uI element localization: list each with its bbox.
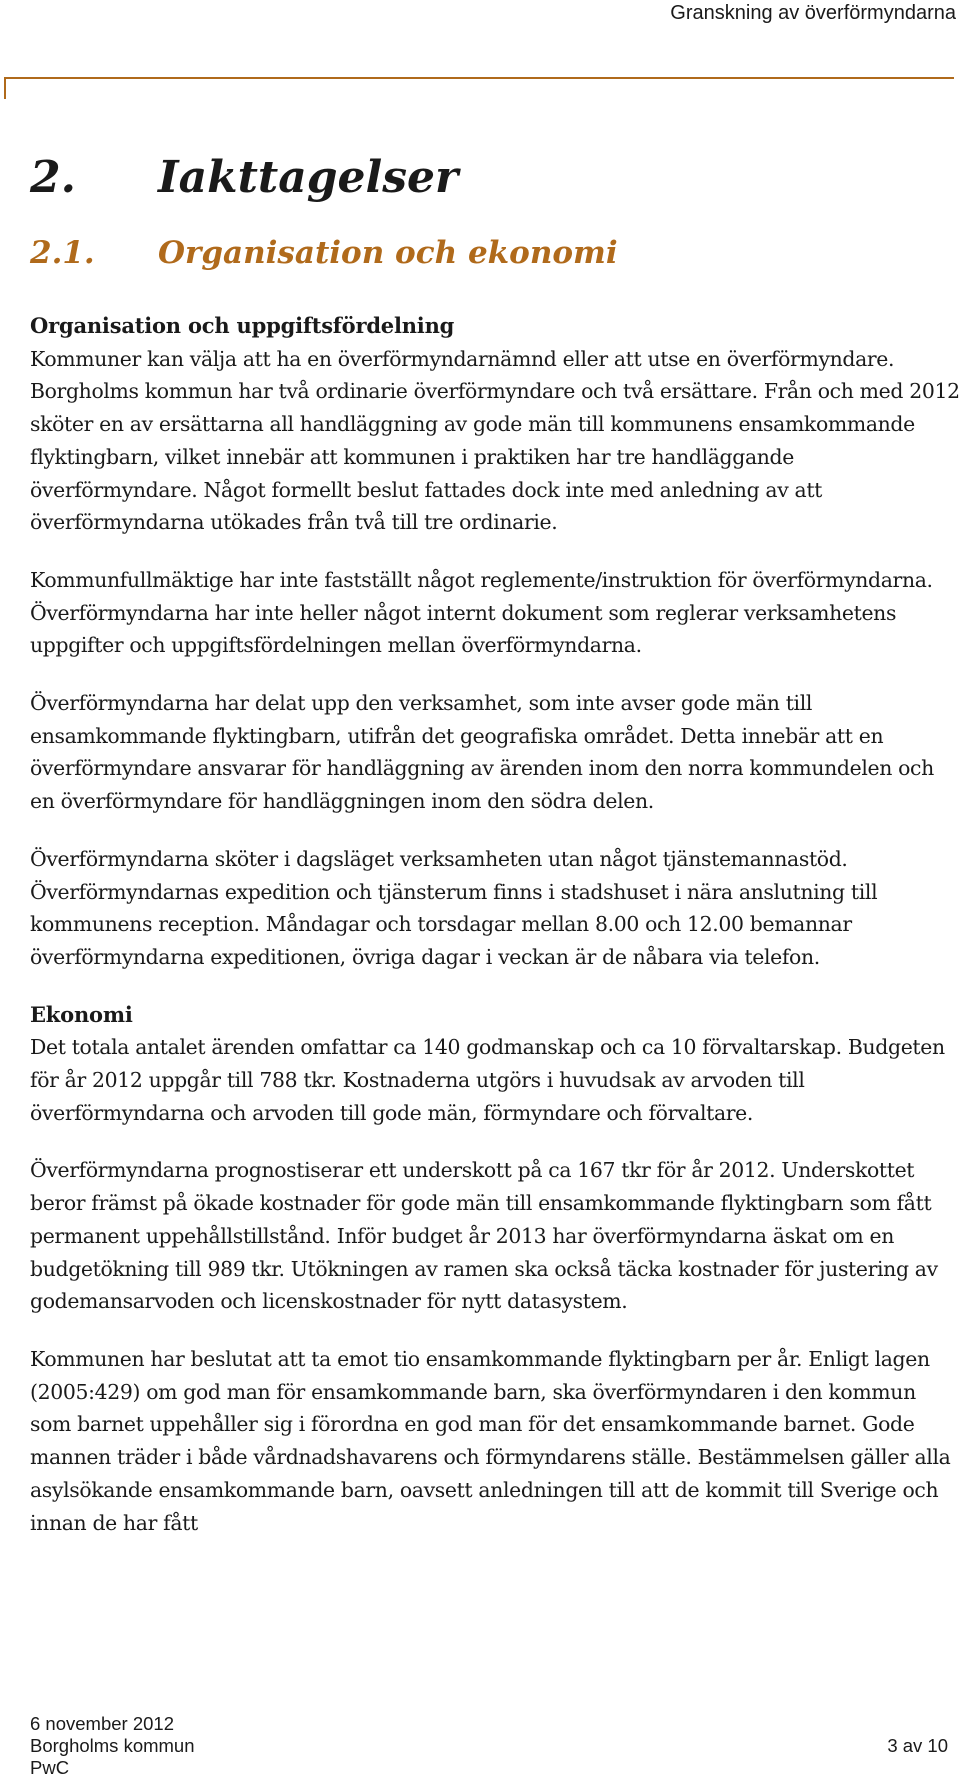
running-header-title: Granskning av överförmyndarna: [670, 2, 956, 24]
footer-municipality: Borgholms kommun: [30, 1735, 195, 1756]
body-content: [30, 310, 960, 1539]
section-title: Iakttagelser: [158, 152, 459, 203]
organisation-paragraph-1: Kommuner kan välja att ha en överförmyndarnämnd eller att utse en överförmyndare. Borgholms kommun har två ordinarie överförmyndare och två ersättare. Från och med 2012 sköter en av ersättarna all handläggning av gode män till kommunens ensamkommande flyktingbarn, vilket innebär att kommunen i praktiken har tre handläggande överförmyndare. Något formellt beslut fattades dock inte med anledning av att överförmyndarna utökades från två till tre ordinarie.: [30, 346, 960, 535]
header-rule: [4, 77, 954, 99]
ekonomi-paragraph-2: Överförmyndarna prognostiserar ett underskott på ca 167 tkr för år 2012. Underskottet beror främst på ökade kostnader för gode män till ensamkommande flyktingbarn som fått permanent uppehållstillstånd. Inför budget år 2013 har överförmyndarna äskat om en budgetökning till 989 tkr. Utökningen av ramen ska också täcka kostnader för justering av godemansarvoden och licenskostnader för nytt datasystem.: [30, 1158, 938, 1314]
subsection-heading: [30, 235, 618, 271]
organisation-paragraph-2: Kommunfullmäktige har inte fastställt något reglemente/instruktion för överförmyndarna. Överförmyndarna har inte heller något internt dokument som reglerar verksamhetens uppgifter och uppgiftsfördelningen mellan överförmyndarna.: [30, 567, 933, 658]
ekonomi-heading: Ekonomi: [30, 1001, 133, 1027]
ekonomi-paragraph-3: Kommunen har beslutat att ta emot tio ensamkommande flyktingbarn per år. Enligt lagen (2005:429) om god man för ensamkommande barn, ska överförmyndaren i den kommun som barnet uppehåller sig i förordna en god man för det ensamkommande barnet. Gode mannen träder i både vårdnadshavarens och förmyndarens ställe. Bestämmelsen gäller alla asylsökande ensamkommande barn, oavsett anledningen till att de kommit till Sverige och innan de har fått: [30, 1346, 951, 1535]
subsection-number: 2.1.: [30, 235, 95, 271]
subsection-title: Organisation och ekonomi: [158, 235, 618, 271]
organisation-heading: Organisation och uppgiftsfördelning: [30, 313, 455, 338]
footer-date: 6 november 2012: [30, 1713, 174, 1734]
organisation-paragraph-4: Överförmyndarna sköter i dagsläget verksamheten utan något tjänstemannastöd. Överförmyndarnas expedition och tjänsterum finns i stadshuset i nära anslutning till kommunens reception. Måndagar och torsdagar mellan 8.00 och 12.00 bemannar överförmyndarna expeditionen, övriga dagar i veckan är de nåbara via telefon.: [30, 846, 878, 969]
section-number: 2.: [30, 152, 76, 203]
page-number: 3 av 10: [887, 1735, 948, 1756]
organisation-paragraph-3: Överförmyndarna har delat upp den verksamhet, som inte avser gode män till ensamkommande flyktingbarn, utifrån det geografiska området. Detta innebär att en överförmyndare ansvarar för handläggning av ärenden inom den norra kommundelen och en överförmyndare för handläggningen inom den södra delen.: [30, 691, 934, 814]
footer-firm: PwC: [30, 1757, 70, 1778]
section-heading: [30, 152, 458, 203]
ekonomi-paragraph-1: Det totala antalet ärenden omfattar ca 140 godmanskap och ca 10 förvaltarskap. Budgeten för år 2012 uppgår till 788 tkr. Kostnaderna utgörs i huvudsak av arvoden till överförmyndarna och arvoden till gode män, förmyndare och förvaltare.: [30, 1035, 945, 1125]
footer: [30, 1713, 195, 1779]
